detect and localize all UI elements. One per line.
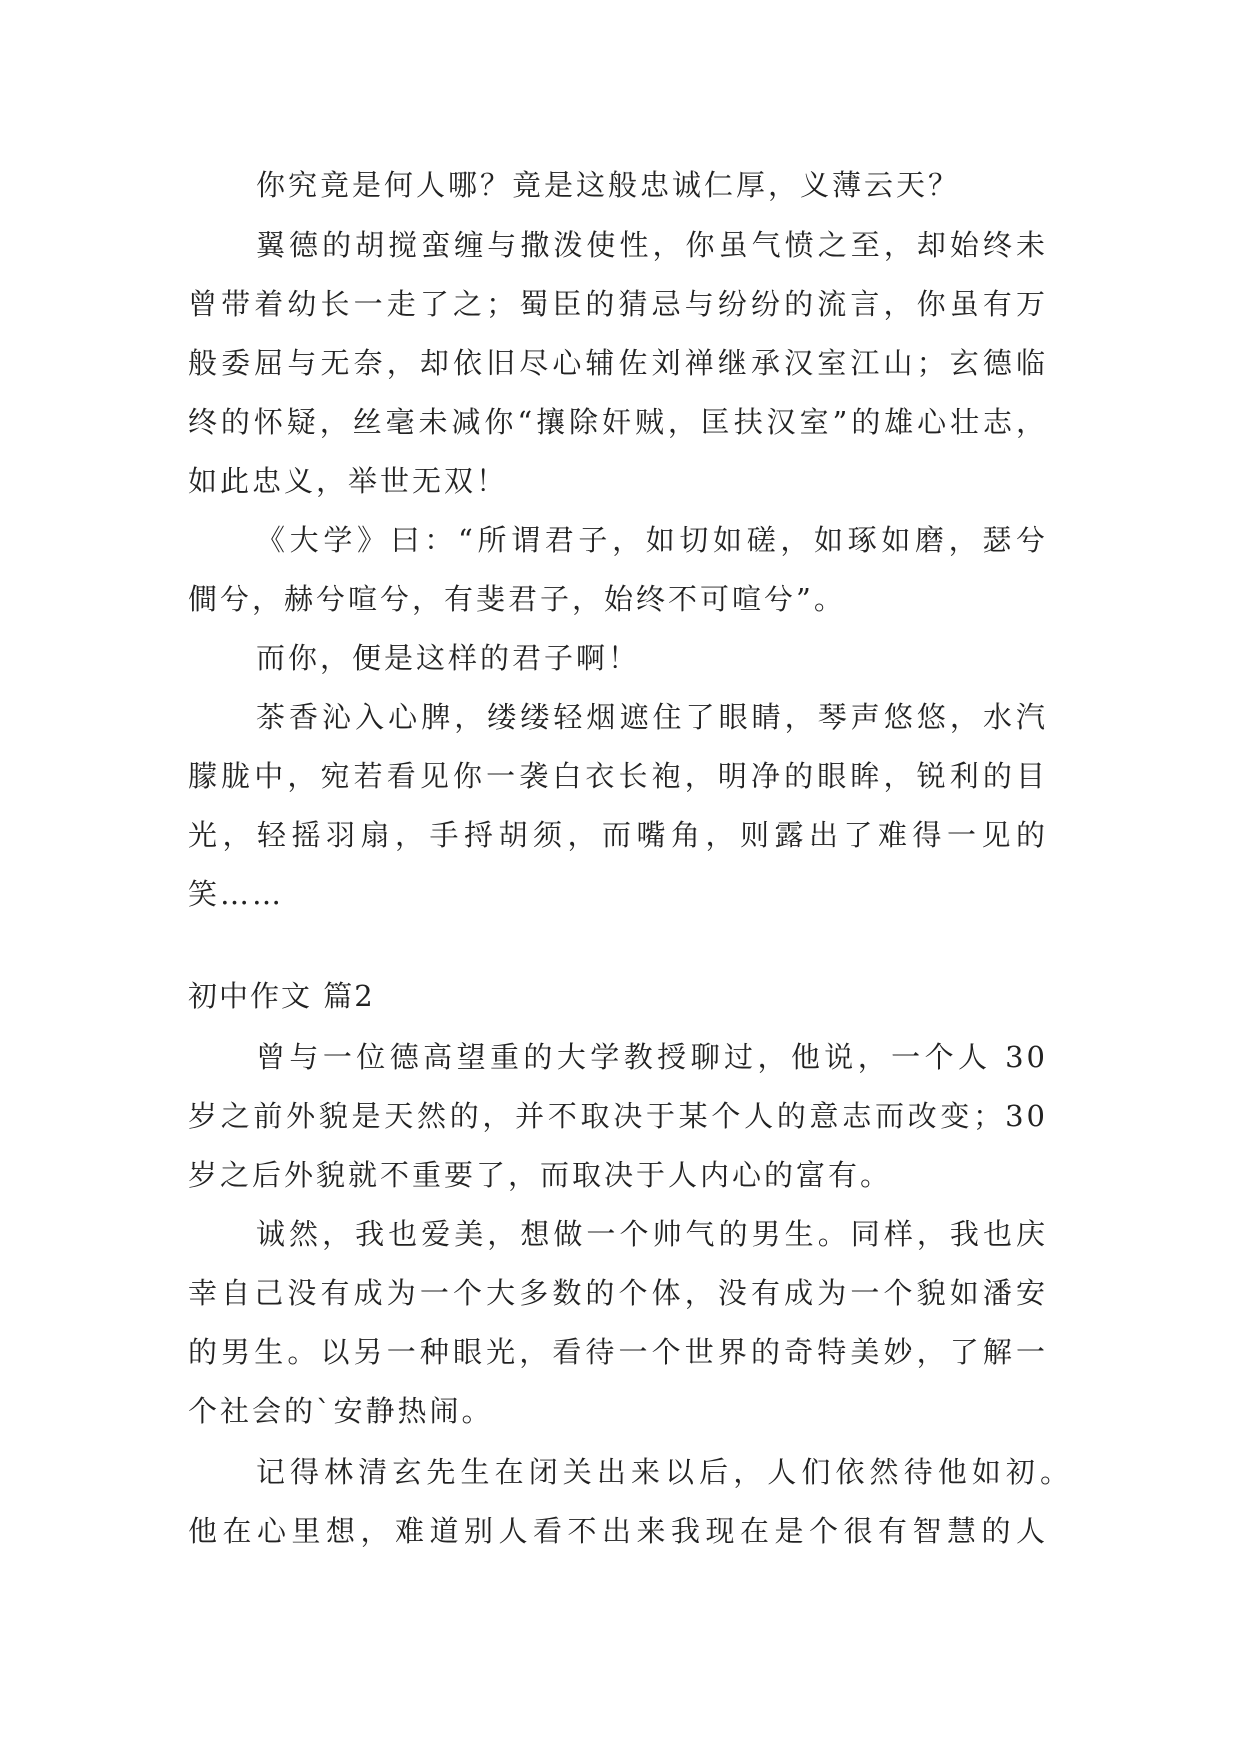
paragraph-line: 僴兮，赫兮喧兮，有斐君子，始终不可喧兮”。 [188, 582, 846, 616]
paragraph-line: 曾与一位德高望重的大学教授聊过，他说，一个人 30 [256, 1040, 1048, 1074]
paragraph-line: 终的怀疑，丝毫未减你“攘除奸贼，匡扶汉室”的雄心壮志， [188, 405, 1048, 439]
paragraph-line: 般委屈与无奈，却依旧尽心辅佐刘禅继承汉室江山；玄德临 [188, 346, 1048, 380]
paragraph-line: 岁之前外貌是天然的，并不取决于某个人的意志而改变；30 [188, 1099, 1048, 1133]
paragraph-line: 光，轻摇羽扇，手捋胡须，而嘴角，则露出了难得一见的 [188, 818, 1048, 852]
paragraph-line: 他在心里想，难道别人看不出来我现在是个很有智慧的人 [188, 1514, 1048, 1548]
paragraph-line: 《大学》曰：“所谓君子，如切如磋，如琢如磨，瑟兮 [256, 523, 1048, 557]
paragraph-line: 岁之后外貌就不重要了，而取决于人内心的富有。 [188, 1158, 893, 1192]
paragraph-line: 幸自己没有成为一个大多数的个体，没有成为一个貌如潘安 [188, 1276, 1048, 1310]
paragraph-line: 茶香沁入心脾，缕缕轻烟遮住了眼睛，琴声悠悠，水汽 [256, 700, 1048, 734]
paragraph-line: 诚然，我也爱美，想做一个帅气的男生。同样，我也庆 [256, 1217, 1048, 1251]
paragraph-line: 而你，便是这样的君子啊！ [256, 641, 641, 675]
paragraph-line: 个社会的`安静热闹。 [188, 1394, 494, 1428]
paragraph-line: 曾带着幼长一走了之；蜀臣的猜忌与纷纷的流言，你虽有万 [188, 287, 1048, 321]
paragraph-line: 如此忠义，举世无双！ [188, 464, 509, 498]
paragraph-line: 你究竟是何人哪？竟是这般忠诚仁厚，义薄云天？ [256, 168, 961, 202]
paragraph-line: 朦胧中，宛若看见你一袭白衣长袍，明净的眼眸，锐利的目 [188, 759, 1048, 793]
paragraph-line: 笑…… [188, 877, 285, 911]
paragraph-line: 翼德的胡搅蛮缠与撒泼使性，你虽气愤之至，却始终未 [256, 228, 1048, 262]
paragraph-line: 记得林清玄先生在闭关出来以后，人们依然待他如初。 [256, 1455, 1072, 1489]
section-heading: 初中作文 篇2 [188, 979, 375, 1013]
paragraph-line: 的男生。以另一种眼光，看待一个世界的奇特美妙，了解一 [188, 1335, 1048, 1369]
